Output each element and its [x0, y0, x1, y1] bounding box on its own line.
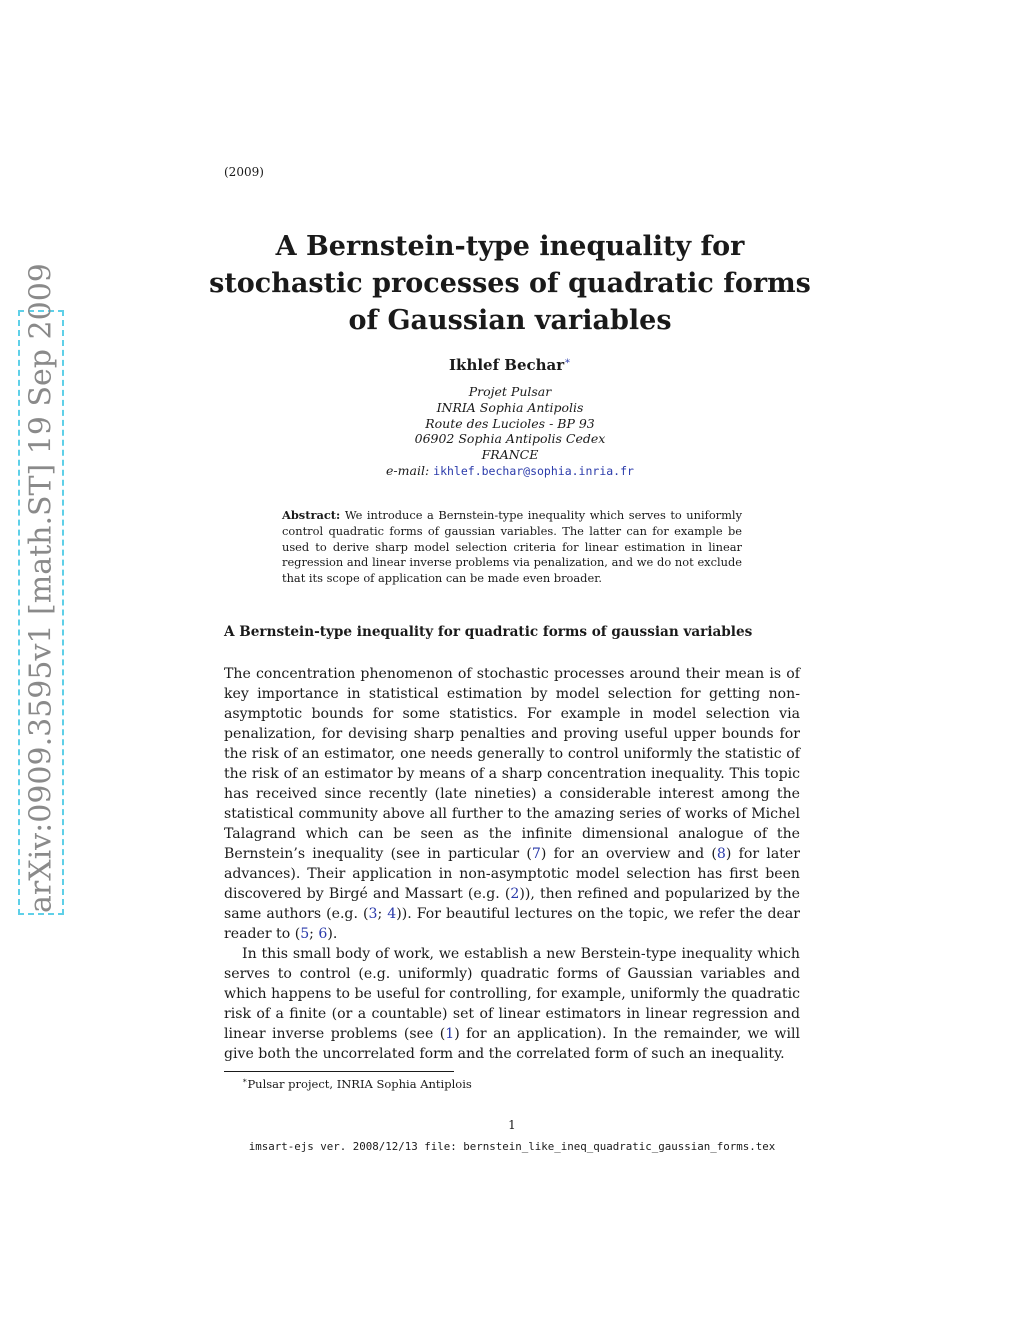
paragraph-1: The concentration phenomenon of stochastic processes around their mean is of key importance in statistical estimation by model selection for getting non-asymptotic bounds for some statistics. For example in model selection via penalization, for devising sharp penalties and proving useful upper bounds for the risk of an estimator, one needs generally to control uniformly the statistic of the risk of an estimator by means of a sharp concentration inequality. This topic has received since recently (late nineties) a considerable interest among the statistical community above all further to the amazing series of works of Michel Talagrand which can be seen as the infinite dimensional analogue of the Bernstein’s inequality (see in particular (7) for an overview and (8) for later advances). Their application in non-asymptotic model selection has first been discovered by Birgé and Massart (e.g. (2)), then refined and popularized by the same authors (e.g. (3; 4)). For beautiful lectures on the topic, we refer the dear reader to (5; 6).: [224, 666, 800, 942]
citation-link[interactable]: 5: [300, 926, 310, 942]
title-line-2: stochastic processes of quadratic forms: [209, 268, 811, 299]
affiliation-line-2: INRIA Sophia Antipolis: [436, 399, 584, 415]
arxiv-stamp[interactable]: [18, 262, 64, 915]
citation-link[interactable]: 8: [716, 846, 726, 862]
citation-link[interactable]: 3: [368, 906, 378, 922]
abstract-label: Abstract:: [282, 508, 341, 522]
journal-year: (2009): [224, 165, 264, 179]
file-info: imsart-ejs ver. 2008/12/13 file: bernstein_like_ineq_quadratic_gaussian_forms.tex: [248, 1140, 776, 1153]
affiliation-line-4: 06902 Sophia Antipolis Cedex: [414, 431, 606, 447]
email-link[interactable]: ikhlef.bechar@sophia.inria.fr: [433, 463, 634, 478]
citation-link[interactable]: 4: [387, 906, 397, 922]
email-label: e-mail:: [386, 462, 430, 478]
author-block: [200, 356, 820, 374]
citation-link[interactable]: 6: [318, 926, 328, 942]
arxiv-stamp-text: arXiv:0909.3595v1 [math.ST] 19 Sep 2009: [23, 262, 59, 913]
affiliation-line-1: Projet Pulsar: [468, 384, 552, 399]
title-line-3: of Gaussian variables: [348, 305, 672, 336]
paragraph-2: In this small body of work, we establish a new Berstein-type inequality which serves to control (e.g. uniformly) quadratic forms of Gaussian variables and which happens to be useful for controlling, for example, uniformly the quadratic risk of a finite (or a countable) set of linear estimators in linear regression and linear inverse problems (see (1) for an application). In the remainder, we will give both the uncorrelated form and the correlated form of such an inequality.: [224, 946, 800, 1062]
author-name: Ikhlef Bechar: [449, 356, 565, 374]
page-number: 1: [508, 1118, 516, 1132]
affiliation-line-5: FRANCE: [481, 447, 539, 463]
affiliation: [200, 384, 820, 480]
footnote: [242, 1076, 472, 1091]
author-footnote-mark[interactable]: ∗: [564, 356, 571, 367]
citation-link[interactable]: 7: [531, 846, 541, 862]
footnote-text: Pulsar project, INRIA Sophia Antiplois: [247, 1076, 472, 1091]
title-line-1: A Bernstein-type inequality for: [275, 231, 745, 262]
citation-link[interactable]: 2: [510, 886, 520, 902]
email-line: [200, 463, 820, 480]
abstract: [282, 508, 742, 587]
body-text: [224, 664, 800, 1064]
abstract-text: We introduce a Bernstein-type inequality which serves to uniformly control quadratic forms of gaussian variables. The latter can for example be used to derive sharp model selection criteria for linear estimation in linear regression and linear inverse problems via penalization, and we do not exclude that its scope of application can be made even broader.: [282, 508, 742, 586]
citation-link[interactable]: 1: [445, 1026, 455, 1042]
paper-title: [200, 228, 820, 339]
footnote-divider: [224, 1071, 454, 1072]
section-heading: A Bernstein-type inequality for quadratic forms of gaussian variables: [224, 624, 753, 640]
affiliation-line-3: Route des Lucioles - BP 93: [425, 415, 595, 431]
footnote-mark: ∗: [242, 1076, 248, 1085]
